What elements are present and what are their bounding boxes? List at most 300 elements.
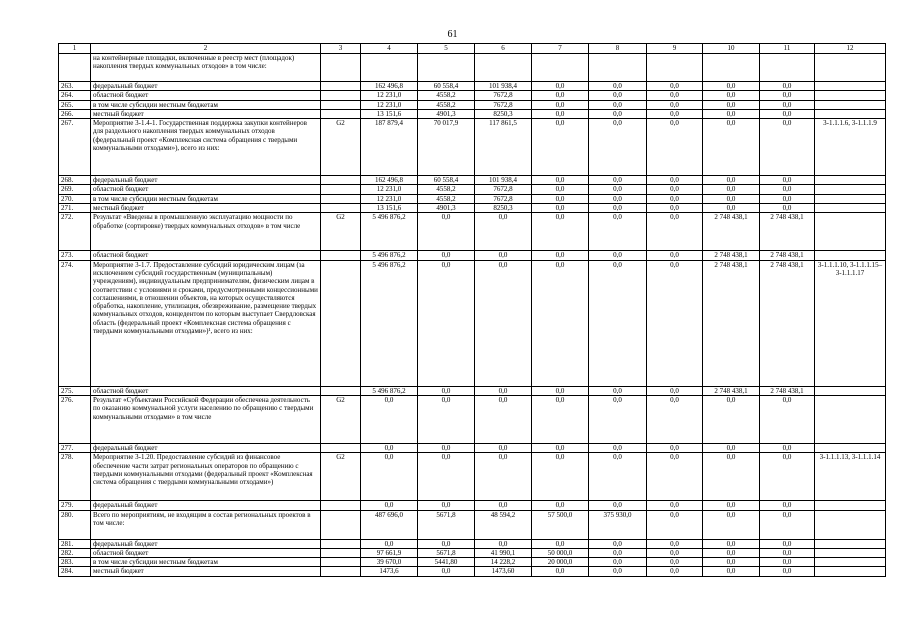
target-indicator [815,386,886,395]
amount-cell: 0,0 [760,194,815,203]
row-number: 265. [59,100,91,109]
amount-cell: 8250,3 [475,204,532,213]
amount-cell: 0,0 [760,510,815,539]
row-name: Мероприятие 3-1.4-1. Государственная поддержка закупки контейнеров для раздельного накопления твердых коммунальных отходов (федеральный проект «Комплексная система обращения с твердыми коммунальными отходами»), всего из них: [91,119,321,176]
column-header: 9 [647,44,703,54]
row-name: Мероприятие 3-1.7. Предоставление субсидий юридическим лицам (за исключением субсидий государственным (муниципальным) учреждениям), индивидуальным предпринимателям, физическим лицам в соответствии с условиями и сроками, предусмотренными концессионными соглашениями, в отношении объектов, на которых осуществляются обработка, накопление, утилизация, обезвреживание, размещение твердых коммунальных отходов, концедентом по которым выступает Свердловская область (федеральный проект «Комплексная система обращения с твердыми коммунальными отходами»)¹, всего из них: [91,260,321,386]
table-row [59,395,886,443]
amount-cell: 187 879,4 [361,119,418,176]
amount-cell: 0,0 [703,501,760,510]
target-indicator [815,185,886,194]
amount-cell: 0,0 [418,453,475,501]
amount-cell: 0,0 [589,100,647,109]
row-number: 266. [59,109,91,118]
column-header: 6 [475,44,532,54]
amount-cell: 0,0 [589,176,647,185]
amount-cell: 0,0 [703,548,760,557]
target-indicator: 3-1.1.1.13, 3-1.1.1.14 [815,453,886,501]
amount-cell: 12 231,0 [361,91,418,100]
row-name: Мероприятие 3-1.20. Предоставление субсидий из финансовое обеспечение части затрат региональных операторов по обращению с твердыми коммунальными отходами (федеральный проект «Комплексная система обращения с твердыми коммунальными отходами») [91,453,321,501]
amount-cell: 4558,2 [418,91,475,100]
amount-cell: 0,0 [418,395,475,443]
amount-cell: 0,0 [703,82,760,91]
amount-cell: 0,0 [475,395,532,443]
amount-cell [418,54,475,82]
amount-cell: 0,0 [418,251,475,260]
amount-cell: 5 496 876,2 [361,260,418,386]
amount-cell: 0,0 [703,567,760,576]
amount-cell: 162 496,8 [361,176,418,185]
amount-cell: 0,0 [703,109,760,118]
row-name: Всего по мероприятиям, не входящим в состав региональных проектов в том числе: [91,510,321,539]
project-code [321,251,361,260]
target-indicator: 3-1.1.1.10, 3-1.1.1.15– 3-1.1.1.17 [815,260,886,386]
row-name: местный бюджет [91,109,321,118]
row-name: местный бюджет [91,204,321,213]
amount-cell: 4558,2 [418,194,475,203]
amount-cell: 5441,80 [418,558,475,567]
project-code [321,386,361,395]
amount-cell: 13 151,6 [361,204,418,213]
column-header: 5 [418,44,475,54]
amount-cell: 0,0 [361,453,418,501]
amount-cell: 0,0 [532,119,589,176]
target-indicator [815,109,886,118]
amount-cell: 0,0 [647,539,703,548]
row-name: федеральный бюджет [91,176,321,185]
table-row [59,443,886,452]
target-indicator [815,100,886,109]
amount-cell [532,54,589,82]
amount-cell: 0,0 [647,109,703,118]
row-number: 271. [59,204,91,213]
table-row [59,91,886,100]
table-row [59,548,886,557]
amount-cell: 0,0 [589,213,647,251]
project-code [321,91,361,100]
table-row [59,204,886,213]
amount-cell: 7672,8 [475,91,532,100]
budget-table [58,43,886,577]
row-name: областной бюджет [91,185,321,194]
amount-cell: 0,0 [703,185,760,194]
amount-cell: 0,0 [703,539,760,548]
project-code [321,260,361,386]
row-number [59,54,91,82]
row-number: 280. [59,510,91,539]
target-indicator [815,548,886,557]
amount-cell: 0,0 [647,213,703,251]
row-name: в том числе субсидии местным бюджетам [91,558,321,567]
amount-cell: 2 748 438,1 [760,251,815,260]
table-row [59,100,886,109]
table-row [59,510,886,539]
project-code [321,82,361,91]
project-code [321,539,361,548]
amount-cell: 0,0 [589,558,647,567]
amount-cell: 0,0 [532,100,589,109]
amount-cell: 0,0 [418,567,475,576]
amount-cell: 20 000,0 [532,558,589,567]
amount-cell: 162 496,8 [361,82,418,91]
row-number: 275. [59,386,91,395]
amount-cell: 0,0 [703,119,760,176]
target-indicator [815,194,886,203]
amount-cell: 0,0 [703,395,760,443]
amount-cell: 0,0 [475,453,532,501]
amount-cell: 0,0 [532,443,589,452]
table-row [59,260,886,386]
amount-cell: 48 594,2 [475,510,532,539]
table-row [59,54,886,82]
amount-cell: 5 496 876,2 [361,213,418,251]
row-name: областной бюджет [91,91,321,100]
amount-cell: 0,0 [647,453,703,501]
target-indicator [815,567,886,576]
amount-cell [589,54,647,82]
row-name: федеральный бюджет [91,501,321,510]
amount-cell: 60 558,4 [418,176,475,185]
amount-cell: 57 500,0 [532,510,589,539]
amount-cell: 5671,8 [418,510,475,539]
amount-cell [760,54,815,82]
amount-cell: 0,0 [418,260,475,386]
column-header: 8 [589,44,647,54]
row-name: местный бюджет [91,567,321,576]
project-code [321,443,361,452]
amount-cell: 487 696,0 [361,510,418,539]
amount-cell [703,54,760,82]
amount-cell: 60 558,4 [418,82,475,91]
amount-cell [647,54,703,82]
amount-cell: 0,0 [475,251,532,260]
amount-cell: 0,0 [703,91,760,100]
amount-cell: 1473,6 [361,567,418,576]
row-name: федеральный бюджет [91,82,321,91]
amount-cell: 2 748 438,1 [760,386,815,395]
amount-cell: 5671,8 [418,548,475,557]
target-indicator [815,395,886,443]
amount-cell: 0,0 [532,260,589,386]
amount-cell: 0,0 [760,567,815,576]
amount-cell [361,54,418,82]
amount-cell: 1473,60 [475,567,532,576]
table-row [59,176,886,185]
row-name: федеральный бюджет [91,539,321,548]
amount-cell: 0,0 [589,567,647,576]
amount-cell: 0,0 [532,501,589,510]
table-row [59,501,886,510]
project-code [321,558,361,567]
amount-cell: 14 228,2 [475,558,532,567]
amount-cell: 2 748 438,1 [703,386,760,395]
amount-cell: 13 151,6 [361,109,418,118]
amount-cell: 12 231,0 [361,185,418,194]
amount-cell: 2 748 438,1 [703,260,760,386]
amount-cell: 0,0 [760,91,815,100]
amount-cell: 0,0 [532,386,589,395]
row-name: областной бюджет [91,386,321,395]
amount-cell: 0,0 [647,443,703,452]
amount-cell: 0,0 [760,119,815,176]
amount-cell: 0,0 [647,82,703,91]
row-number: 283. [59,558,91,567]
amount-cell: 0,0 [589,204,647,213]
amount-cell: 0,0 [647,176,703,185]
amount-cell: 8250,3 [475,109,532,118]
amount-cell: 0,0 [760,100,815,109]
target-indicator [815,82,886,91]
amount-cell: 0,0 [418,539,475,548]
amount-cell: 0,0 [532,82,589,91]
amount-cell: 0,0 [647,204,703,213]
amount-cell: 0,0 [703,510,760,539]
amount-cell: 0,0 [760,395,815,443]
table-row [59,194,886,203]
amount-cell: 0,0 [647,386,703,395]
project-code [321,185,361,194]
amount-cell: 0,0 [475,386,532,395]
target-indicator [815,558,886,567]
project-code [321,109,361,118]
amount-cell: 0,0 [760,558,815,567]
amount-cell: 0,0 [418,443,475,452]
table-row [59,82,886,91]
amount-cell: 0,0 [760,204,815,213]
amount-cell: 0,0 [418,386,475,395]
amount-cell: 0,0 [760,453,815,501]
amount-cell: 50 000,0 [532,548,589,557]
target-indicator [815,251,886,260]
amount-cell: 7672,8 [475,100,532,109]
amount-cell: 5 496 876,2 [361,251,418,260]
amount-cell: 0,0 [475,213,532,251]
row-number: 263. [59,82,91,91]
amount-cell: 0,0 [589,260,647,386]
project-code: G2 [321,119,361,176]
column-header: 12 [815,44,886,54]
table-row [59,109,886,118]
project-code [321,194,361,203]
page-number: 61 [447,29,458,40]
target-indicator [815,176,886,185]
amount-cell: 4901,3 [418,109,475,118]
table-row [59,213,886,251]
amount-cell: 0,0 [703,100,760,109]
amount-cell: 0,0 [760,82,815,91]
row-number: 267. [59,119,91,176]
amount-cell: 0,0 [647,501,703,510]
amount-cell: 0,0 [361,443,418,452]
amount-cell: 0,0 [760,501,815,510]
column-header: 2 [91,44,321,54]
amount-cell: 0,0 [703,558,760,567]
table-body [59,54,886,577]
amount-cell: 0,0 [532,91,589,100]
amount-cell: 0,0 [532,539,589,548]
target-indicator [815,91,886,100]
column-header: 7 [532,44,589,54]
project-code [321,54,361,82]
target-indicator [815,510,886,539]
column-header: 3 [321,44,361,54]
row-name: федеральный бюджет [91,443,321,452]
column-header: 1 [59,44,91,54]
project-code [321,567,361,576]
project-code [321,100,361,109]
row-name: на контейнерные площадки, включенные в реестр мест (площадок) накопления твердых коммунальных отходов» в том числе: [91,54,321,82]
amount-cell: 0,0 [532,176,589,185]
table-row [59,453,886,501]
amount-cell: 0,0 [760,539,815,548]
column-header: 11 [760,44,815,54]
amount-cell: 0,0 [760,185,815,194]
target-indicator [815,213,886,251]
project-code [321,510,361,539]
amount-cell: 2 748 438,1 [760,260,815,386]
amount-cell: 0,0 [647,260,703,386]
row-number: 277. [59,443,91,452]
amount-cell: 0,0 [589,443,647,452]
table-row [59,185,886,194]
amount-cell: 0,0 [760,109,815,118]
amount-cell: 0,0 [647,194,703,203]
amount-cell: 0,0 [647,510,703,539]
amount-cell: 0,0 [532,109,589,118]
amount-cell: 0,0 [589,386,647,395]
row-number: 269. [59,185,91,194]
table-row [59,119,886,176]
table-header-row [59,44,886,54]
amount-cell: 41 990,1 [475,548,532,557]
amount-cell: 0,0 [589,251,647,260]
amount-cell: 375 930,0 [589,510,647,539]
project-code [321,176,361,185]
row-number: 276. [59,395,91,443]
amount-cell: 0,0 [647,395,703,443]
amount-cell: 0,0 [589,395,647,443]
amount-cell: 0,0 [532,204,589,213]
amount-cell: 2 748 438,1 [760,213,815,251]
target-indicator [815,443,886,452]
amount-cell: 0,0 [647,100,703,109]
project-code [321,501,361,510]
amount-cell: 0,0 [532,453,589,501]
amount-cell: 12 231,0 [361,194,418,203]
amount-cell [475,54,532,82]
row-number: 284. [59,567,91,576]
table-row [59,539,886,548]
row-number: 278. [59,453,91,501]
amount-cell: 0,0 [361,395,418,443]
amount-cell: 117 861,5 [475,119,532,176]
amount-cell: 2 748 438,1 [703,251,760,260]
amount-cell: 0,0 [532,194,589,203]
amount-cell: 0,0 [589,109,647,118]
amount-cell: 7672,8 [475,194,532,203]
row-name: Результат «Субъектами Российской Федерации обеспечена деятельность по оказанию коммунальной услуги населению по обращению с твердыми коммунальными отходами» в том числе [91,395,321,443]
amount-cell: 0,0 [475,443,532,452]
project-code [321,548,361,557]
amount-cell: 7672,8 [475,185,532,194]
amount-cell: 39 670,0 [361,558,418,567]
row-number: 270. [59,194,91,203]
amount-cell: 0,0 [589,539,647,548]
amount-cell: 0,0 [703,176,760,185]
amount-cell: 12 231,0 [361,100,418,109]
row-name: в том числе субсидии местным бюджетам [91,100,321,109]
target-indicator: 3-1.1.1.6, 3-1.1.1.9 [815,119,886,176]
row-number: 272. [59,213,91,251]
table-row [59,251,886,260]
amount-cell: 0,0 [589,548,647,557]
column-header: 10 [703,44,760,54]
row-number: 282. [59,548,91,557]
amount-cell: 5 496 876,2 [361,386,418,395]
amount-cell: 4558,2 [418,100,475,109]
amount-cell: 0,0 [647,558,703,567]
project-code [321,204,361,213]
table-row [59,567,886,576]
amount-cell: 70 017,9 [418,119,475,176]
row-number: 273. [59,251,91,260]
amount-cell: 0,0 [418,213,475,251]
amount-cell: 0,0 [361,501,418,510]
amount-cell: 0,0 [475,501,532,510]
amount-cell: 97 661,9 [361,548,418,557]
row-name: областной бюджет [91,548,321,557]
amount-cell: 0,0 [647,119,703,176]
row-number: 264. [59,91,91,100]
amount-cell: 0,0 [760,443,815,452]
amount-cell: 0,0 [475,539,532,548]
amount-cell: 4558,2 [418,185,475,194]
target-indicator [815,501,886,510]
row-name: в том числе субсидии местным бюджетам [91,194,321,203]
amount-cell: 0,0 [703,194,760,203]
amount-cell: 0,0 [532,395,589,443]
amount-cell: 0,0 [760,176,815,185]
amount-cell: 0,0 [418,501,475,510]
amount-cell: 0,0 [589,119,647,176]
row-number: 268. [59,176,91,185]
row-name: Результат «Введены в промышленную эксплуатацию мощности по обработке (сортировке) твердых коммунальных отходов» в том числе [91,213,321,251]
amount-cell: 0,0 [361,539,418,548]
target-indicator [815,204,886,213]
amount-cell: 4901,3 [418,204,475,213]
row-number: 279. [59,501,91,510]
amount-cell: 0,0 [647,185,703,194]
amount-cell: 0,0 [647,91,703,100]
amount-cell: 0,0 [589,194,647,203]
amount-cell: 0,0 [703,453,760,501]
target-indicator [815,54,886,82]
table-row [59,558,886,567]
amount-cell: 0,0 [532,213,589,251]
amount-cell: 0,0 [475,260,532,386]
amount-cell: 0,0 [589,185,647,194]
project-code: G2 [321,213,361,251]
amount-cell: 0,0 [589,82,647,91]
row-number: 274. [59,260,91,386]
row-number: 281. [59,539,91,548]
amount-cell: 101 938,4 [475,82,532,91]
amount-cell: 0,0 [589,453,647,501]
amount-cell: 0,0 [647,567,703,576]
amount-cell: 101 938,4 [475,176,532,185]
column-header: 4 [361,44,418,54]
project-code: G2 [321,453,361,501]
